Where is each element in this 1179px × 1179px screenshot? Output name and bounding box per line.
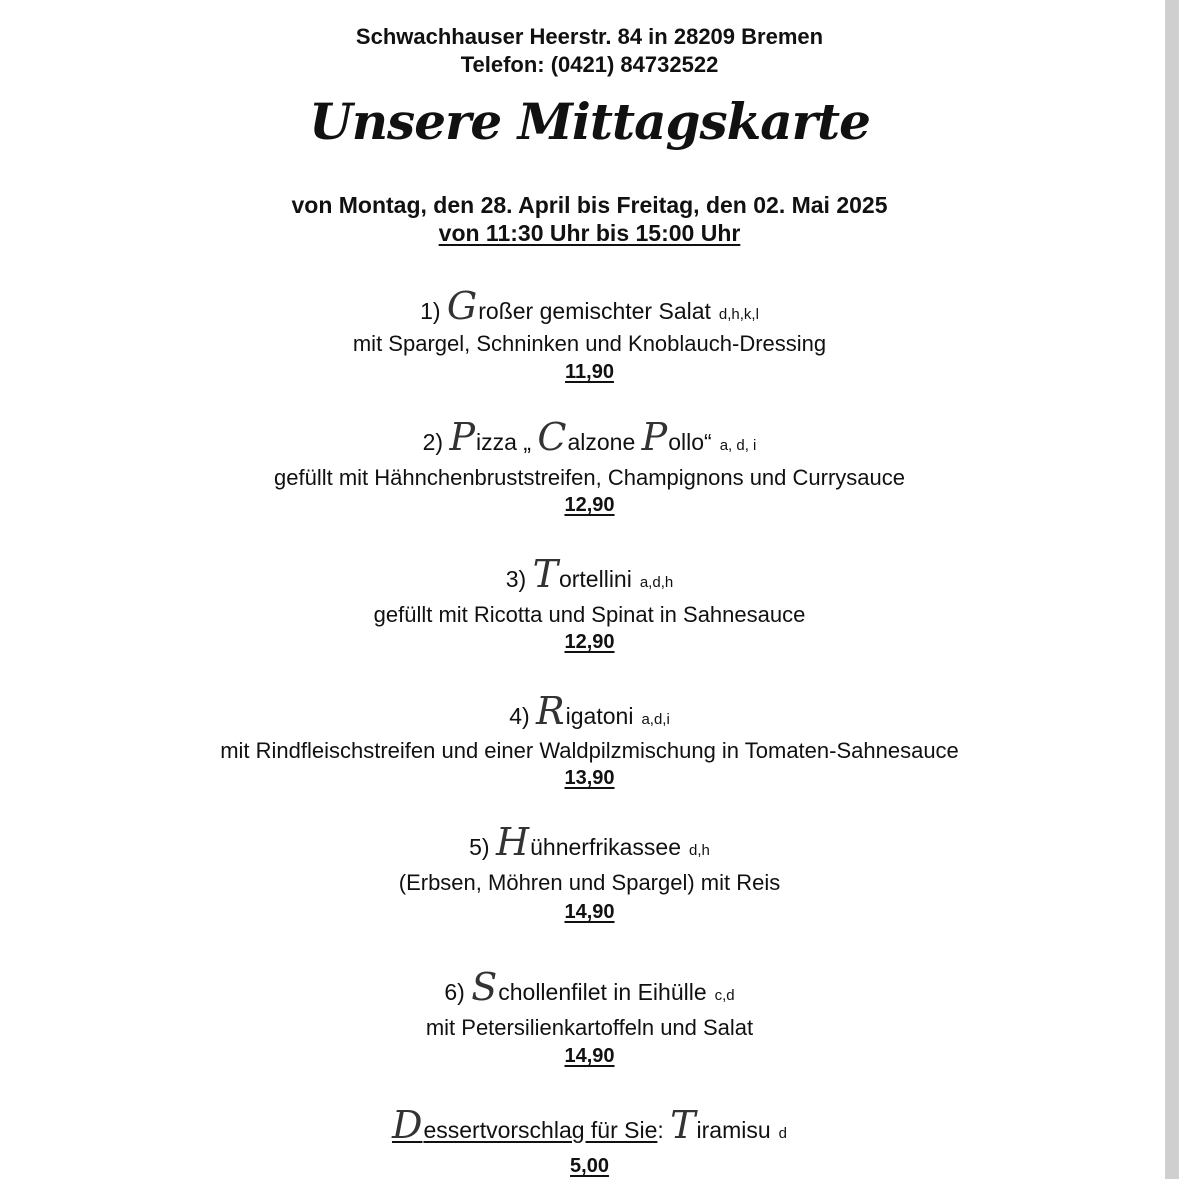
menu-item-1-title [0,284,1179,328]
decorative-initial: S [471,965,498,1009]
menu-item-4-title [0,689,1179,733]
dessert-separator: : [657,1117,671,1143]
item-name-part: izza „ [476,429,538,455]
item-number: 2) [422,429,444,455]
decorative-initial: D [391,1103,423,1147]
item-name-part: ollo“ [668,429,712,455]
menu-item-2-title [0,415,1179,459]
item-name: igatoni [565,703,634,729]
menu-item-6-title [0,965,1179,1009]
decorative-initial: T [670,1103,696,1147]
menu-item-1-description: mit Spargel, Schninken und Knoblauch-Dressing [352,331,827,356]
menu-item-4-price: 13,90 [564,767,615,789]
menu-item-2-price: 12,90 [564,494,615,516]
decorative-initial: R [536,689,565,733]
menu-item-3-title [0,552,1179,596]
item-number: 4) [509,703,530,729]
allergen-codes: d,h,k,l [718,306,759,323]
menu-item-1-price: 11,90 [565,361,614,383]
item-name-part: alzone [567,429,642,455]
menu-item-5-price: 14,90 [564,901,615,923]
menu-item-5-title [0,820,1179,864]
date-range: von Montag, den 28. April bis Freitag, den 02. Mai 2025 [291,192,888,218]
dessert-price: 5,00 [570,1155,609,1177]
allergen-codes: d,h [688,842,710,859]
decorative-initial: H [495,820,530,864]
menu-item-6-description: mit Petersilienkartoffeln und Salat [425,1015,754,1040]
item-number: 6) [444,979,465,1005]
dessert-label-text: essertvorschlag für Sie [423,1117,658,1143]
item-name: ühnerfrikassee [530,834,681,860]
menu-item-3-price: 12,90 [564,631,615,653]
allergen-codes: a, d, i [719,437,757,454]
menu-item-5-description: (Erbsen, Möhren und Spargel) mit Reis [398,870,781,895]
opening-hours: von 11:30 Uhr bis 15:00 Uhr [438,220,741,246]
dessert-name: iramisu [696,1117,771,1143]
item-number: 5) [469,834,490,860]
decorative-initial: P [449,415,476,459]
allergen-codes: d [778,1125,787,1142]
menu-item-6-price: 14,90 [564,1045,615,1067]
decorative-initial: T [532,552,558,596]
address: Schwachhauser Heerstr. 84 in 28209 Bremen [355,24,824,49]
menu-item-3-description: gefüllt mit Ricotta und Spinat in Sahnesauce [373,602,806,627]
menu-item-4-description: mit Rindfleischstreifen und einer Waldpilzmischung in Tomaten-Sahnesauce [220,738,959,763]
phone: Telefon: (0421) 84732522 [460,52,719,77]
item-number: 1) [420,298,441,324]
dessert-title [0,1103,1179,1147]
decorative-initial: C [537,415,567,459]
allergen-codes: a,d,i [641,711,670,728]
allergen-codes: c,d [714,987,735,1004]
allergen-codes: a,d,h [639,574,674,591]
item-name: chollenfilet in Eihülle [498,979,707,1005]
item-name: roßer gemischter Salat [478,298,711,324]
decorative-initial: G [446,284,478,328]
dessert-label [391,1103,658,1147]
item-number: 3) [505,566,527,592]
decorative-initial: P [641,415,668,459]
item-name: ortellini [558,566,632,592]
menu-title: Unsere Mittagskarte [309,92,870,151]
page-edge [1165,0,1179,1179]
menu-item-2-description: gefüllt mit Hähnchenbruststreifen, Champignons und Currysauce [274,465,905,490]
